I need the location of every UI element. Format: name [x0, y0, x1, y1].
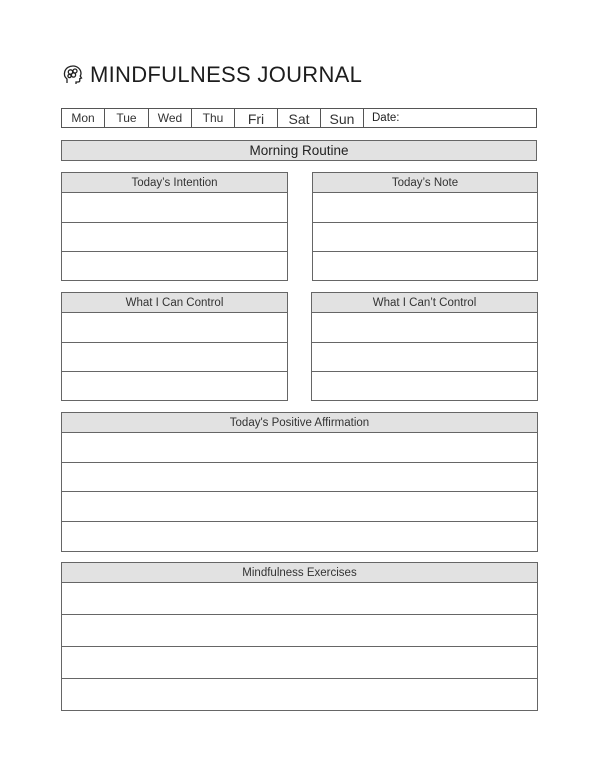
can-control-box [61, 292, 288, 401]
can-control-heading: What I Can Control [62, 293, 287, 313]
affirmation-heading: Today's Positive Affirmation [62, 413, 537, 433]
weekday-row [61, 108, 537, 128]
note-line[interactable] [313, 193, 537, 223]
page-title [62, 60, 362, 90]
exercise-line[interactable] [62, 615, 537, 647]
note-line[interactable] [313, 252, 537, 280]
affirmation-line[interactable] [62, 433, 537, 463]
day-sat[interactable]: Sat [278, 109, 321, 127]
intention-line[interactable] [62, 193, 287, 223]
day-wed[interactable]: Wed [149, 109, 192, 127]
note-line[interactable] [313, 223, 537, 252]
title-text: MINDFULNESS JOURNAL [90, 62, 363, 87]
exercise-line[interactable] [62, 679, 537, 710]
affirmation-line[interactable] [62, 463, 537, 492]
exercise-line[interactable] [62, 647, 537, 679]
affirmation-box [61, 412, 538, 552]
day-sun[interactable]: Sun [321, 109, 364, 127]
intention-line[interactable] [62, 252, 287, 280]
intention-box [61, 172, 288, 281]
day-mon[interactable]: Mon [62, 109, 105, 127]
exercises-heading: Mindfulness Exercises [62, 563, 537, 583]
exercise-line[interactable] [62, 583, 537, 615]
can-control-line[interactable] [62, 372, 287, 400]
exercises-box [61, 562, 538, 711]
affirmation-line[interactable] [62, 492, 537, 522]
cant-control-line[interactable] [312, 313, 537, 343]
can-control-line[interactable] [62, 313, 287, 343]
intention-heading: Today’s Intention [62, 173, 287, 193]
intention-line[interactable] [62, 223, 287, 252]
cant-control-box [311, 292, 538, 401]
can-control-line[interactable] [62, 343, 287, 372]
brain-head-icon [62, 64, 84, 86]
note-box [312, 172, 538, 281]
day-tue[interactable]: Tue [105, 109, 149, 127]
day-fri[interactable]: Fri [235, 109, 278, 127]
affirmation-line[interactable] [62, 522, 537, 551]
morning-routine-banner: Morning Routine [61, 140, 537, 161]
cant-control-line[interactable] [312, 343, 537, 372]
day-thu[interactable]: Thu [192, 109, 235, 127]
cant-control-heading: What I Can’t Control [312, 293, 537, 313]
date-field[interactable]: Date: [372, 112, 400, 124]
note-heading: Today’s Note [313, 173, 537, 193]
cant-control-line[interactable] [312, 372, 537, 400]
